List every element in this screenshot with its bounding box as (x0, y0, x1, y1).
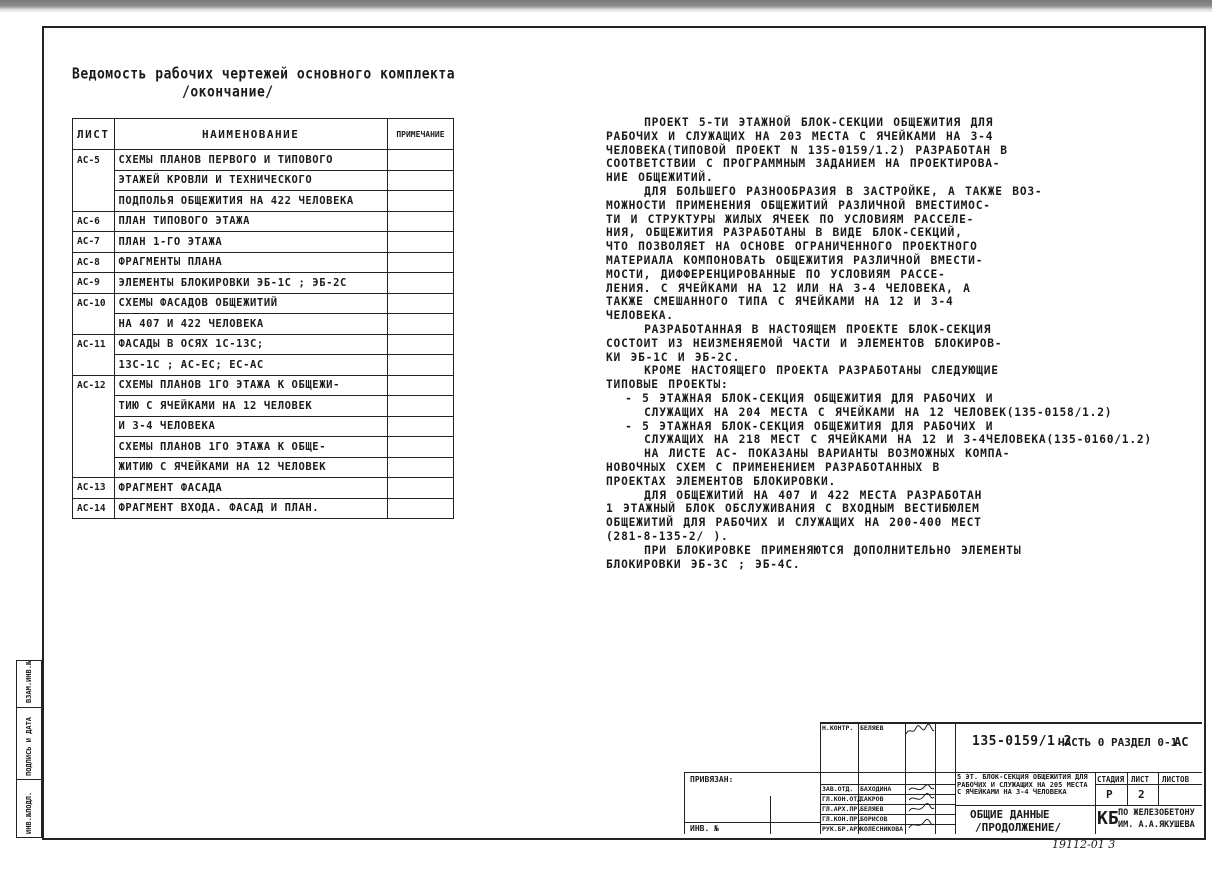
cell-code (73, 355, 115, 376)
sheet-number: 2 (1138, 788, 1145, 801)
cell-code: АС-9 (73, 273, 115, 294)
cell-name: ЭЛЕМЕНТЫ БЛОКИРОВКИ ЭБ-1С ; ЭБ-2С (114, 273, 387, 294)
role-label: РУК.БР.АРХ. (822, 825, 866, 833)
cell-code: АС-12 (73, 375, 115, 396)
role-label: ЗАВ.ОТД. (822, 785, 854, 793)
table-row (73, 232, 454, 253)
signature-scribble (904, 724, 936, 738)
role-name: БЕЛЯЕВ (860, 724, 884, 732)
inv-no-label: ИНВ. № (690, 824, 719, 833)
table-row (73, 375, 454, 396)
cell-note (387, 375, 453, 396)
table-row (73, 293, 454, 314)
table-row (73, 191, 454, 212)
cell-code: АС-6 (73, 211, 115, 232)
cell-code (73, 437, 115, 458)
cell-name: СХЕМЫ ПЛАНОВ ПЕРВОГО И ТИПОВОГО (114, 150, 387, 171)
cell-name: СХЕМЫ ПЛАНОВ 1ГО ЭТАЖА К ОБЩЕЖИ- (114, 375, 387, 396)
table-row (73, 355, 454, 376)
cell-name: ТИЮ С ЯЧЕЙКАМИ НА 12 ЧЕЛОВЕК (114, 396, 387, 417)
cell-code (73, 314, 115, 335)
header-name: НАИМЕНОВАНИЕ (114, 119, 387, 150)
footer-number: 19112-01 3 (1052, 838, 1116, 851)
general-notes-text: ПРОЕКТ 5-ТИ ЭТАЖНОЙ БЛОК-СЕКЦИИ ОБЩЕЖИТИЯ ДЛЯ РАБОЧИХ И СЛУЖАЩИХ НА 203 МЕСТА С ЯЧЕЙКАМИ НА 3-4 ЧЕЛОВЕКА(ТИПОВОЙ ПРОЕКТ N 135-0159/1.2) РАЗРАБОТАН В СООТВЕТСТВИИ С ПРОГРАММНЫМ ЗАДАНИЕМ НА ПРОЕКТИРОВА- НИЕ ОБЩЕЖИТИЙ. ДЛЯ БОЛЬШЕГО РАЗНООБРАЗИЯ В ЗАСТРОЙКЕ, А ТАКЖЕ ВОЗ- МОЖНОСТИ ПРИМЕНЕНИЯ ОБЩЕЖИТИЙ РАЗЛИЧНОЙ ВМЕСТИМОС- ТИ И СТРУКТУРЫ ЖИЛЫХ ЯЧЕЕК ПО УСЛОВИЯМ РАССЕЛЕ- НИЯ, ОБЩЕЖИТИЯ РАЗРАБОТАНЫ В ВИДЕ БЛОК-СЕКЦИЙ, ЧТО ПОЗВОЛЯЕТ НА ОСНОВЕ ОГРАНИЧЕННОГО ПРОЕКТНОГО МАТЕРИАЛА КОМПОНОВАТЬ ОБЩЕЖИТИЯ РАЗЛИЧНОЙ ВМЕСТИ- МОСТИ, ДИФФЕРЕНЦИРОВАННЫЕ ПО УСЛОВИЯМ РАССЕ- ЛЕНИЯ. С ЯЧЕЙКАМИ НА 12 ИЛИ НА 3-4 ЧЕЛОВЕКА, А ТАКЖЕ СМЕШАННОГО ТИПА С ЯЧЕЙКАМИ НА 12 И 3-4 ЧЕЛОВЕКА. РАЗРАБОТАННАЯ В НАСТОЯЩЕМ ПРОЕКТЕ БЛОК-СЕКЦИЯ СОСТОИТ ИЗ НЕИЗМЕНЯЕМОЙ ЧАСТИ И ЭЛЕМЕНТОВ БЛОКИРОВ- КИ ЭБ-1С И ЭБ-2С. КРОМЕ НАСТОЯЩЕГО ПРОЕКТА РАЗРАБОТАНЫ СЛЕДУЮЩИЕ ТИПОВЫЕ ПРОЕКТЫ: - 5 ЭТАЖНАЯ БЛОК-СЕКЦИЯ ОБЩЕЖИТИЯ ДЛЯ РАБОЧИХ И СЛУЖАЩИХ НА 204 МЕСТА С ЯЧЕЙКАМИ НА 12 ЧЕЛОВЕК(135-0158/1.2) - 5 ЭТАЖНАЯ БЛОК-СЕКЦИЯ ОБЩЕЖИТИЯ ДЛЯ РАБОЧИХ И СЛУЖАЩИХ НА 218 МЕСТ С ЯЧЕЙКАМИ НА 12 И 3-4ЧЕЛОВЕКА(135-0160/1.2) НА ЛИСТЕ АС- ПОКАЗАНЫ ВАРИАНТЫ ВОЗМОЖНЫХ КОМПА- НОВОЧНЫХ СХЕМ С ПРИМЕНЕНИЕМ РАЗРАБОТАННЫХ В ПРОЕКТАХ ЭЛЕМЕНТОВ БЛОКИРОВКИ. ДЛЯ ОБЩЕЖИТИЙ НА 407 И 422 МЕСТА РАЗРАБОТАН 1 ЭТАЖНЫЙ БЛОК ОБСЛУЖИВАНИЯ С ВХОДНЫМ ВЕСТИБЮЛЕМ ОБЩЕЖИТИЙ ДЛЯ РАБОЧИХ И СЛУЖАЩИХ НА 200-400 МЕСТ (281-8-135-2/ ). ПРИ БЛОКИРОВКЕ ПРИМЕНЯЮТСЯ ДОПОЛНИТЕЛЬНО ЭЛЕМЕНТЫ БЛОКИРОВКИ ЭБ-3С ; ЭБ-4С. (606, 116, 1152, 571)
cell-name: ФРАГМЕНТЫ ПЛАНА (114, 252, 387, 273)
cell-note (387, 457, 453, 478)
table-row (73, 416, 454, 437)
cell-code (73, 191, 115, 212)
table-row (73, 150, 454, 171)
cell-note (387, 191, 453, 212)
cell-code: АС-7 (73, 232, 115, 253)
table-row (73, 478, 454, 499)
register-subtitle: /окончание/ (182, 84, 274, 102)
cell-note (387, 150, 453, 171)
sheet-title-1: ОБЩИЕ ДАННЫЕ (970, 808, 1050, 821)
cell-name: ПЛАН 1-ГО ЭТАЖА (114, 232, 387, 253)
stamp-label-sign: ПОДПИСЬ И ДАТА (25, 716, 33, 776)
cell-name: ФРАГМЕНТ ВХОДА. ФАСАД И ПЛАН. (114, 498, 387, 519)
role-label: ГЛ.АРХ.ПР. (822, 805, 862, 813)
cell-note (387, 416, 453, 437)
table-row (73, 396, 454, 417)
cell-note (387, 437, 453, 458)
table-header-row (73, 119, 454, 150)
role-label: Н.КОНТР. (822, 724, 854, 732)
stamp-label-inv: ИНВ.№ПОДЛ. (25, 791, 33, 834)
cell-code (73, 170, 115, 191)
cell-note (387, 498, 453, 519)
role-name: БЕЛЯЕВ (860, 805, 884, 813)
cell-name: ПЛАН ТИПОВОГО ЭТАЖА (114, 211, 387, 232)
drawing-register-table (72, 118, 454, 519)
doc-part: ЧАСТЬ 0 РАЗДЕЛ 0-1 (1058, 736, 1178, 749)
cell-code: АС-11 (73, 334, 115, 355)
signature-scribbles (906, 784, 936, 834)
sheet-label: ЛИСТ (1131, 775, 1150, 784)
cell-code: АС-8 (73, 252, 115, 273)
doc-mark: АС (1174, 735, 1189, 749)
table-row (73, 334, 454, 355)
object-title: 5 ЭТ. БЛОК-СЕКЦИЯ ОБЩЕЖИТИЯ ДЛЯ РАБОЧИХ И СЛУЖАЩИХ НА 205 МЕСТА С ЯЧЕЙКАМИ НА 3-4 ЧЕЛОВЕКА (957, 773, 1088, 796)
cell-name: ФРАГМЕНТ ФАСАДА (114, 478, 387, 499)
header-code: ЛИСТ (73, 119, 115, 150)
cell-name: И 3-4 ЧЕЛОВЕКА (114, 416, 387, 437)
cell-note (387, 355, 453, 376)
cell-code (73, 416, 115, 437)
stamp-cell-inv (17, 779, 41, 838)
role-label: ГЛ.КОН.ОТД. (822, 795, 866, 803)
side-stamp (16, 660, 42, 838)
stage-value: Р (1106, 788, 1113, 801)
table-row (73, 211, 454, 232)
cell-note (387, 293, 453, 314)
cell-name: ФАСАДЫ В ОСЯХ 1С-13С; (114, 334, 387, 355)
role-name: БАХОДИНА (860, 785, 892, 793)
sheet-title-2: /ПРОДОЛЖЕНИЕ/ (975, 821, 1062, 834)
cell-name: СХЕМЫ ФАСАДОВ ОБЩЕЖИТИЙ (114, 293, 387, 314)
role-name: ТАКРОВ (860, 795, 884, 803)
cell-note (387, 478, 453, 499)
table-row (73, 170, 454, 191)
stamp-label-replace: ВЗАМ.ИНВ.№ (25, 660, 33, 703)
stage-label: СТАДИЯ (1097, 775, 1125, 784)
cell-code (73, 457, 115, 478)
table-row (73, 457, 454, 478)
header-note: ПРИМЕЧАНИЕ (387, 119, 453, 150)
cell-name: НА 407 И 422 ЧЕЛОВЕКА (114, 314, 387, 335)
org-line-1: ПО ЖЕЛЕЗОБЕТОНУ (1118, 808, 1195, 818)
cell-note (387, 170, 453, 191)
stamp-cell-replace (17, 661, 41, 707)
cell-note (387, 232, 453, 253)
org-line-2: ИМ. А.А.ЯКУШЕВА (1118, 820, 1195, 830)
cell-note (387, 211, 453, 232)
cell-note (387, 273, 453, 294)
stamp-cell-sign (17, 707, 41, 780)
cell-code (73, 396, 115, 417)
table-row (73, 498, 454, 519)
cell-code: АС-14 (73, 498, 115, 519)
register-title: Ведомость рабочих чертежей основного комплекта (72, 66, 456, 84)
cell-note (387, 252, 453, 273)
cell-name: СХЕМЫ ПЛАНОВ 1ГО ЭТАЖА К ОБЩЕ- (114, 437, 387, 458)
cell-name: 13С-1С ; АС-ЕС; ЕС-АС (114, 355, 387, 376)
role-label: ГЛ.КОН.ПР. (822, 815, 862, 823)
cell-note (387, 334, 453, 355)
cell-code: АС-13 (73, 478, 115, 499)
cell-name: ЭТАЖЕЙ КРОВЛИ И ТЕХНИЧЕСКОГО (114, 170, 387, 191)
cell-code: АС-10 (73, 293, 115, 314)
cell-name: ЖИТИЮ С ЯЧЕЙКАМИ НА 12 ЧЕЛОВЕК (114, 457, 387, 478)
table-row (73, 314, 454, 335)
sheets-label: ЛИСТОВ (1162, 775, 1190, 784)
privyazan-label: ПРИВЯЗАН: (690, 775, 734, 784)
cell-note (387, 314, 453, 335)
role-name: КОЛЕСНИКОВА (860, 825, 904, 833)
doc-code: 135-0159/1.2 (972, 734, 1072, 749)
org-abbr: КБ (1097, 808, 1119, 829)
cell-code: АС-5 (73, 150, 115, 171)
table-row (73, 437, 454, 458)
role-name: БОРИСОВ (860, 815, 888, 823)
table-row (73, 273, 454, 294)
cell-name: ПОДПОЛЬЯ ОБЩЕЖИТИЯ НА 422 ЧЕЛОВЕКА (114, 191, 387, 212)
cell-note (387, 396, 453, 417)
table-row (73, 252, 454, 273)
